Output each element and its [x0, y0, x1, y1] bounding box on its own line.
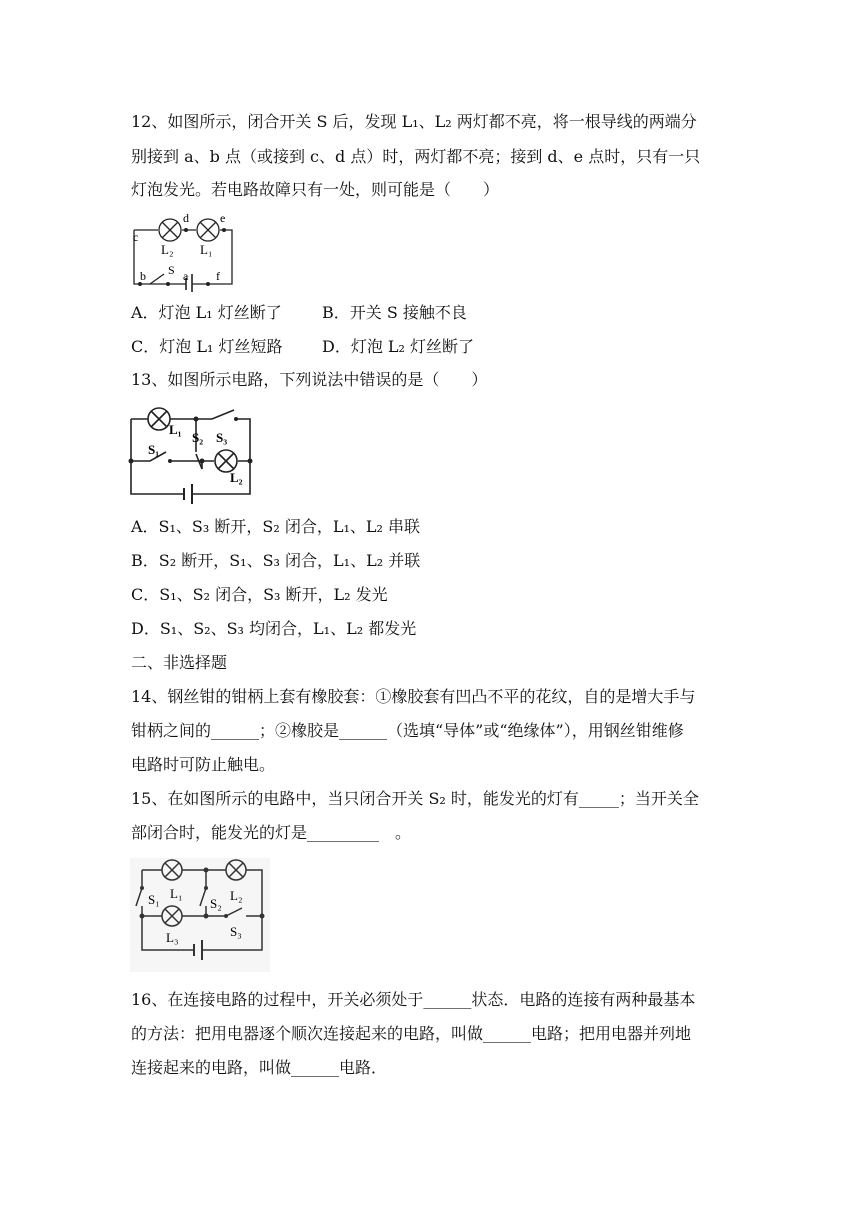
q15-label-l2: L₂: [230, 888, 243, 903]
q12-label-s: S: [168, 263, 175, 277]
q12-stem-line-3: 灯泡发光。若电路故障只有一处，则可能是（ ）: [131, 180, 500, 199]
q14-line-3: 电路时可防止触电。: [131, 755, 276, 774]
q12-circuit-diagram: [128, 208, 238, 292]
q12-label-c: c: [133, 230, 139, 244]
q16-line-1: 16、在连接电路的过程中，开关必须处于______状态．电路的连接有两种最基本: [131, 990, 696, 1009]
q15-label-s3: S₃: [230, 924, 242, 939]
q13-stem: 13、如图所示电路，下列说法中错误的是（ ）: [131, 370, 488, 389]
q13-option-b: B．S₂ 断开，S₁、S₃ 闭合，L₁、L₂ 并联: [131, 551, 421, 570]
q12-label-e: e: [220, 211, 226, 225]
q13-label-l2: L₂: [230, 470, 243, 485]
q16-line-2: 的方法：把用电器逐个顺次连接起来的电路，叫做______电路；把用电器并列地: [131, 1024, 692, 1043]
q14-line-2: 钳柄之间的______；②橡胶是______（选填“导体”或“绝缘体”），用钢丝钳维修: [131, 721, 684, 740]
q12-label-l1: L₁: [200, 242, 213, 257]
q13-option-c: C．S₁、S₂ 闭合，S₃ 断开，L₂ 发光: [131, 585, 388, 604]
q16-line-3: 连接起来的电路，叫做______电路．: [131, 1058, 388, 1077]
q12-stem-line-1: 12、如图所示，闭合开关 S 后，发现 L₁、L₂ 两灯都不亮，将一根导线的两端分: [131, 112, 697, 131]
q15-circuit-diagram: [130, 858, 270, 972]
q13-label-l1: L₁: [169, 422, 182, 437]
q15-line-1: 15、在如图所示的电路中，当只闭合开关 S₂ 时，能发光的灯有_____；当开关全: [131, 789, 699, 808]
q14-line-1: 14、钢丝钳的钳柄上套有橡胶套：①橡胶套有凹凸不平的花纹，自的是增大手与: [131, 687, 696, 706]
q13-circuit-diagram: [126, 402, 254, 504]
q12-label-d: d: [183, 211, 189, 225]
q12-option-d: D．灯泡 L₂ 灯丝断了: [322, 337, 475, 356]
q12-label-f: f: [216, 269, 220, 283]
q13-option-a: A．S₁、S₃ 断开，S₂ 闭合，L₁、L₂ 串联: [131, 517, 421, 536]
q15-label-s2: S₂: [210, 896, 222, 911]
q15-label-l3: L₃: [166, 930, 179, 945]
q15-label-s1: S₁: [148, 892, 160, 907]
q12-label-l2: L₂: [161, 242, 174, 257]
q13-option-d: D．S₁、S₂、S₃ 均闭合，L₁、L₂ 都发光: [131, 619, 417, 638]
section-heading-non-choice: 二、非选择题: [131, 653, 228, 672]
q12-label-b: b: [140, 269, 146, 283]
q12-option-c: C．灯泡 L₁ 灯丝短路: [131, 337, 283, 356]
q12-label-a: a: [183, 269, 189, 283]
q15-line-2: 部闭合时，能发光的灯是_________ 。: [131, 823, 412, 842]
q13-label-s3: S₃: [216, 430, 228, 445]
q12-option-a: A．灯泡 L₁ 灯丝断了: [131, 303, 282, 322]
q12-stem-line-2: 别接到 a、b 点（或接到 c、d 点）时，两灯都不亮；接到 d、e 点时，只有一只: [131, 147, 701, 166]
q12-option-b: B．开关 S 接触不良: [322, 303, 467, 322]
q13-label-s1: S₁: [148, 442, 160, 457]
q15-label-l1: L₁: [170, 886, 183, 901]
q13-label-s2: S₂: [192, 430, 204, 445]
